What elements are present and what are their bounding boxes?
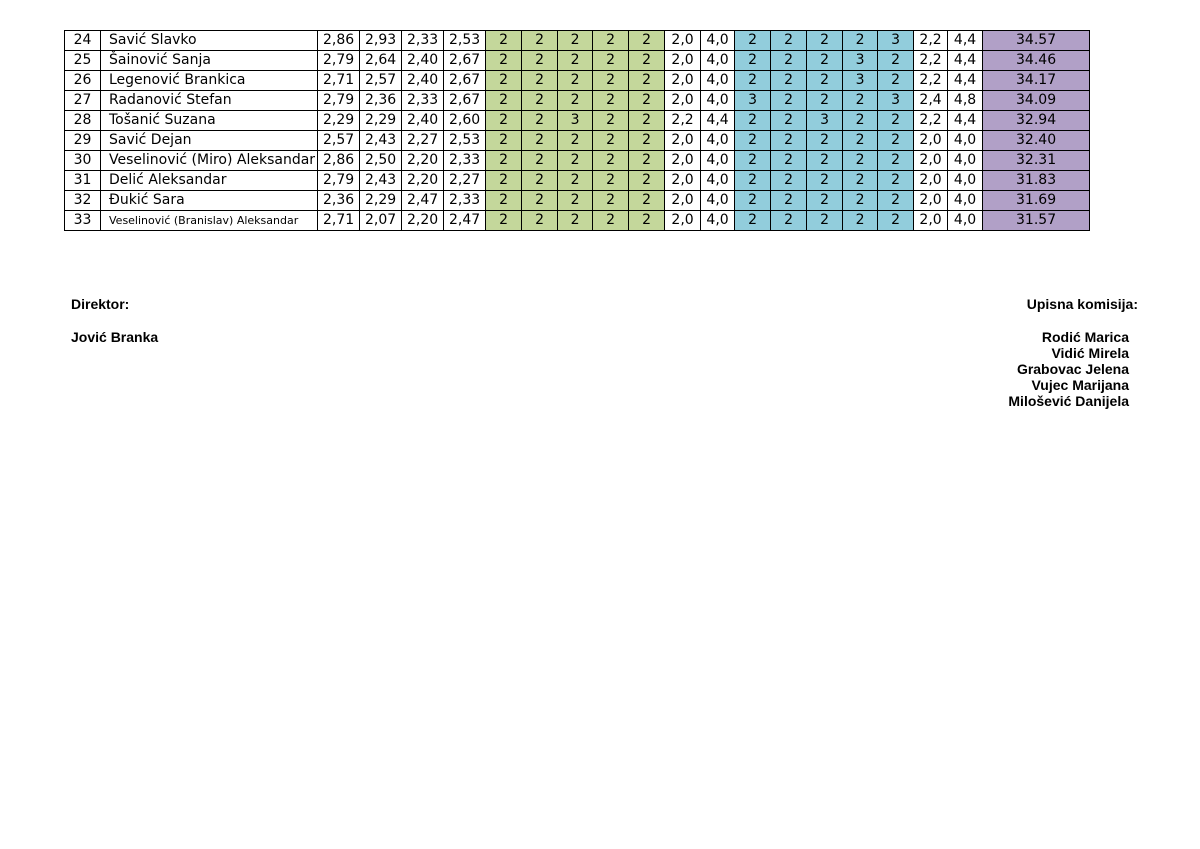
green-score-cell: 2 (558, 31, 593, 51)
table-row (65, 91, 1090, 111)
green-points-cell: 4,0 (701, 151, 735, 171)
table-row (65, 131, 1090, 151)
blue-score-cell: 2 (843, 191, 878, 211)
rank-cell: 30 (65, 151, 101, 171)
rank-cell: 24 (65, 31, 101, 51)
green-score-cell: 2 (522, 71, 558, 91)
grade-average-cell: 2,36 (360, 91, 402, 111)
blue-score-cell: 2 (843, 151, 878, 171)
blue-score-cell: 3 (878, 31, 914, 51)
blue-score-cell: 2 (807, 51, 843, 71)
rank-cell: 32 (65, 191, 101, 211)
total-points-cell: 31.57 (983, 211, 1090, 231)
rank-cell: 33 (65, 211, 101, 231)
grade-average-cell: 2,50 (360, 151, 402, 171)
blue-score-cell: 2 (771, 131, 807, 151)
grade-average-cell: 2,29 (360, 191, 402, 211)
blue-score-cell: 2 (735, 211, 771, 231)
student-name-cell: Savić Dejan (101, 131, 318, 151)
committee-member: Rodić Marica (1041, 329, 1129, 345)
grade-average-cell: 2,93 (360, 31, 402, 51)
green-average-cell: 2,0 (665, 131, 701, 151)
green-score-cell: 2 (593, 111, 629, 131)
committee-member-list (1008, 329, 1129, 409)
committee-member: Milošević Danijela (1008, 393, 1129, 409)
grade-average-cell: 2,33 (402, 31, 444, 51)
green-points-cell: 4,0 (701, 211, 735, 231)
blue-score-cell: 3 (878, 91, 914, 111)
grade-average-cell: 2,53 (444, 31, 486, 51)
blue-score-cell: 2 (771, 31, 807, 51)
green-score-cell: 2 (629, 31, 665, 51)
blue-points-cell: 4,0 (948, 191, 983, 211)
green-score-cell: 2 (522, 91, 558, 111)
blue-score-cell: 2 (878, 171, 914, 191)
total-points-cell: 32.31 (983, 151, 1090, 171)
table-row (65, 31, 1090, 51)
blue-points-cell: 4,4 (948, 31, 983, 51)
blue-average-cell: 2,2 (914, 51, 948, 71)
blue-score-cell: 2 (735, 191, 771, 211)
green-score-cell: 2 (593, 211, 629, 231)
total-points-cell: 32.40 (983, 131, 1090, 151)
student-name-cell: Legenović Brankica (101, 71, 318, 91)
green-score-cell: 2 (558, 51, 593, 71)
green-score-cell: 3 (558, 111, 593, 131)
rank-cell: 25 (65, 51, 101, 71)
grade-average-cell: 2,40 (402, 111, 444, 131)
blue-score-cell: 2 (807, 171, 843, 191)
green-score-cell: 2 (558, 191, 593, 211)
grade-average-cell: 2,20 (402, 171, 444, 191)
green-score-cell: 2 (629, 111, 665, 131)
rank-cell: 28 (65, 111, 101, 131)
grade-average-cell: 2,67 (444, 91, 486, 111)
grade-average-cell: 2,07 (360, 211, 402, 231)
blue-score-cell: 2 (878, 191, 914, 211)
blue-score-cell: 2 (807, 191, 843, 211)
green-score-cell: 2 (593, 191, 629, 211)
green-score-cell: 2 (593, 71, 629, 91)
grade-average-cell: 2,53 (444, 131, 486, 151)
student-name-cell: Đukić Sara (101, 191, 318, 211)
green-score-cell: 2 (486, 151, 522, 171)
blue-score-cell: 2 (807, 131, 843, 151)
green-score-cell: 2 (486, 131, 522, 151)
green-average-cell: 2,2 (665, 111, 701, 131)
green-score-cell: 2 (558, 151, 593, 171)
table-row (65, 111, 1090, 131)
student-name-cell: Šainović Sanja (101, 51, 318, 71)
table-row (65, 211, 1090, 231)
green-score-cell: 2 (522, 151, 558, 171)
director-label: Direktor: (71, 296, 130, 312)
green-score-cell: 2 (486, 111, 522, 131)
blue-score-cell: 2 (735, 151, 771, 171)
green-average-cell: 2,0 (665, 91, 701, 111)
grade-average-cell: 2,36 (318, 191, 360, 211)
blue-score-cell: 2 (771, 51, 807, 71)
green-average-cell: 2,0 (665, 171, 701, 191)
blue-score-cell: 2 (735, 31, 771, 51)
grade-average-cell: 2,57 (318, 131, 360, 151)
student-name-cell: Veselinović (Branislav) Aleksandar (101, 211, 318, 231)
green-score-cell: 2 (522, 131, 558, 151)
grade-average-cell: 2,43 (360, 131, 402, 151)
grade-average-cell: 2,29 (360, 111, 402, 131)
director-name: Jović Branka (71, 329, 159, 345)
green-score-cell: 2 (522, 111, 558, 131)
blue-score-cell: 2 (771, 171, 807, 191)
blue-score-cell: 3 (843, 71, 878, 91)
green-points-cell: 4,0 (701, 171, 735, 191)
blue-score-cell: 2 (735, 71, 771, 91)
blue-average-cell: 2,0 (914, 131, 948, 151)
green-points-cell: 4,0 (701, 191, 735, 211)
grade-average-cell: 2,33 (402, 91, 444, 111)
grade-average-cell: 2,67 (444, 71, 486, 91)
blue-average-cell: 2,2 (914, 111, 948, 131)
green-score-cell: 2 (593, 91, 629, 111)
table-row (65, 51, 1090, 71)
green-score-cell: 2 (522, 51, 558, 71)
committee-member: Vujec Marijana (1031, 377, 1129, 393)
green-score-cell: 2 (593, 51, 629, 71)
table-row (65, 151, 1090, 171)
green-score-cell: 2 (593, 151, 629, 171)
green-score-cell: 2 (629, 211, 665, 231)
blue-score-cell: 2 (878, 211, 914, 231)
green-average-cell: 2,0 (665, 151, 701, 171)
total-points-cell: 34.09 (983, 91, 1090, 111)
green-points-cell: 4,4 (701, 111, 735, 131)
blue-score-cell: 2 (771, 111, 807, 131)
green-score-cell: 2 (629, 151, 665, 171)
blue-score-cell: 2 (807, 211, 843, 231)
blue-score-cell: 2 (878, 71, 914, 91)
blue-score-cell: 2 (807, 31, 843, 51)
grade-average-cell: 2,71 (318, 211, 360, 231)
table-row (65, 171, 1090, 191)
green-score-cell: 2 (629, 91, 665, 111)
grade-average-cell: 2,27 (444, 171, 486, 191)
blue-average-cell: 2,4 (914, 91, 948, 111)
grade-average-cell: 2,64 (360, 51, 402, 71)
grade-average-cell: 2,47 (444, 211, 486, 231)
green-score-cell: 2 (629, 171, 665, 191)
blue-score-cell: 2 (843, 31, 878, 51)
green-score-cell: 2 (486, 91, 522, 111)
green-score-cell: 2 (629, 191, 665, 211)
rank-cell: 31 (65, 171, 101, 191)
blue-average-cell: 2,2 (914, 71, 948, 91)
committee-label: Upisna komisija: (1026, 296, 1138, 312)
rank-cell: 29 (65, 131, 101, 151)
grade-average-cell: 2,57 (360, 71, 402, 91)
student-name-cell: Delić Aleksandar (101, 171, 318, 191)
student-name-cell: Tošanić Suzana (101, 111, 318, 131)
green-score-cell: 2 (522, 211, 558, 231)
grade-average-cell: 2,60 (444, 111, 486, 131)
grade-average-cell: 2,86 (318, 31, 360, 51)
green-score-cell: 2 (486, 51, 522, 71)
blue-score-cell: 2 (771, 191, 807, 211)
blue-score-cell: 2 (843, 211, 878, 231)
total-points-cell: 34.46 (983, 51, 1090, 71)
green-score-cell: 2 (486, 31, 522, 51)
grade-average-cell: 2,40 (402, 71, 444, 91)
green-average-cell: 2,0 (665, 211, 701, 231)
blue-average-cell: 2,0 (914, 211, 948, 231)
blue-score-cell: 3 (735, 91, 771, 111)
blue-score-cell: 2 (735, 171, 771, 191)
student-name-cell: Veselinović (Miro) Aleksandar (101, 151, 318, 171)
blue-points-cell: 4,0 (948, 171, 983, 191)
blue-score-cell: 2 (771, 151, 807, 171)
blue-score-cell: 2 (843, 111, 878, 131)
blue-score-cell: 2 (878, 131, 914, 151)
green-points-cell: 4,0 (701, 31, 735, 51)
green-score-cell: 2 (522, 191, 558, 211)
total-points-cell: 34.57 (983, 31, 1090, 51)
blue-score-cell: 2 (807, 91, 843, 111)
blue-score-cell: 2 (771, 91, 807, 111)
blue-points-cell: 4,8 (948, 91, 983, 111)
grade-average-cell: 2,20 (402, 151, 444, 171)
blue-score-cell: 2 (735, 51, 771, 71)
student-name-cell: Radanović Stefan (101, 91, 318, 111)
green-score-cell: 2 (558, 71, 593, 91)
blue-score-cell: 2 (807, 151, 843, 171)
green-points-cell: 4,0 (701, 91, 735, 111)
grade-average-cell: 2,40 (402, 51, 444, 71)
blue-score-cell: 2 (843, 91, 878, 111)
total-points-cell: 34.17 (983, 71, 1090, 91)
green-score-cell: 2 (486, 211, 522, 231)
green-score-cell: 2 (486, 191, 522, 211)
results-table (64, 30, 1090, 231)
grade-average-cell: 2,20 (402, 211, 444, 231)
blue-points-cell: 4,0 (948, 211, 983, 231)
green-score-cell: 2 (486, 71, 522, 91)
blue-score-cell: 2 (735, 131, 771, 151)
blue-average-cell: 2,0 (914, 171, 948, 191)
committee-member: Grabovac Jelena (1016, 361, 1129, 377)
green-average-cell: 2,0 (665, 191, 701, 211)
blue-score-cell: 2 (843, 171, 878, 191)
blue-score-cell: 3 (807, 111, 843, 131)
rank-cell: 27 (65, 91, 101, 111)
blue-points-cell: 4,0 (948, 151, 983, 171)
grade-average-cell: 2,29 (318, 111, 360, 131)
green-score-cell: 2 (593, 171, 629, 191)
grade-average-cell: 2,43 (360, 171, 402, 191)
blue-points-cell: 4,4 (948, 111, 983, 131)
rank-cell: 26 (65, 71, 101, 91)
blue-points-cell: 4,4 (948, 71, 983, 91)
grade-average-cell: 2,47 (402, 191, 444, 211)
green-score-cell: 2 (558, 171, 593, 191)
grade-average-cell: 2,33 (444, 151, 486, 171)
blue-score-cell: 2 (771, 71, 807, 91)
green-score-cell: 2 (629, 71, 665, 91)
table-row (65, 191, 1090, 211)
green-score-cell: 2 (486, 171, 522, 191)
total-points-cell: 31.83 (983, 171, 1090, 191)
green-average-cell: 2,0 (665, 51, 701, 71)
committee-member: Vidić Mirela (1051, 345, 1129, 361)
green-average-cell: 2,0 (665, 71, 701, 91)
green-score-cell: 2 (522, 31, 558, 51)
green-score-cell: 2 (629, 131, 665, 151)
grade-average-cell: 2,67 (444, 51, 486, 71)
grade-average-cell: 2,27 (402, 131, 444, 151)
green-points-cell: 4,0 (701, 71, 735, 91)
results-table-body (65, 31, 1090, 231)
blue-score-cell: 2 (807, 71, 843, 91)
green-points-cell: 4,0 (701, 131, 735, 151)
blue-score-cell: 2 (878, 51, 914, 71)
total-points-cell: 31.69 (983, 191, 1090, 211)
blue-score-cell: 2 (843, 131, 878, 151)
blue-average-cell: 2,2 (914, 31, 948, 51)
green-average-cell: 2,0 (665, 31, 701, 51)
grade-average-cell: 2,79 (318, 91, 360, 111)
blue-points-cell: 4,4 (948, 51, 983, 71)
grade-average-cell: 2,86 (318, 151, 360, 171)
blue-points-cell: 4,0 (948, 131, 983, 151)
blue-score-cell: 2 (735, 111, 771, 131)
blue-score-cell: 2 (771, 211, 807, 231)
green-score-cell: 2 (522, 171, 558, 191)
green-score-cell: 2 (558, 211, 593, 231)
green-points-cell: 4,0 (701, 51, 735, 71)
grade-average-cell: 2,79 (318, 51, 360, 71)
total-points-cell: 32.94 (983, 111, 1090, 131)
grade-average-cell: 2,79 (318, 171, 360, 191)
green-score-cell: 2 (558, 131, 593, 151)
student-name-cell: Savić Slavko (101, 31, 318, 51)
blue-average-cell: 2,0 (914, 151, 948, 171)
green-score-cell: 2 (593, 131, 629, 151)
blue-score-cell: 2 (878, 151, 914, 171)
green-score-cell: 2 (593, 31, 629, 51)
grade-average-cell: 2,33 (444, 191, 486, 211)
green-score-cell: 2 (629, 51, 665, 71)
grade-average-cell: 2,71 (318, 71, 360, 91)
table-row (65, 71, 1090, 91)
blue-score-cell: 3 (843, 51, 878, 71)
blue-score-cell: 2 (878, 111, 914, 131)
green-score-cell: 2 (558, 91, 593, 111)
blue-average-cell: 2,0 (914, 191, 948, 211)
